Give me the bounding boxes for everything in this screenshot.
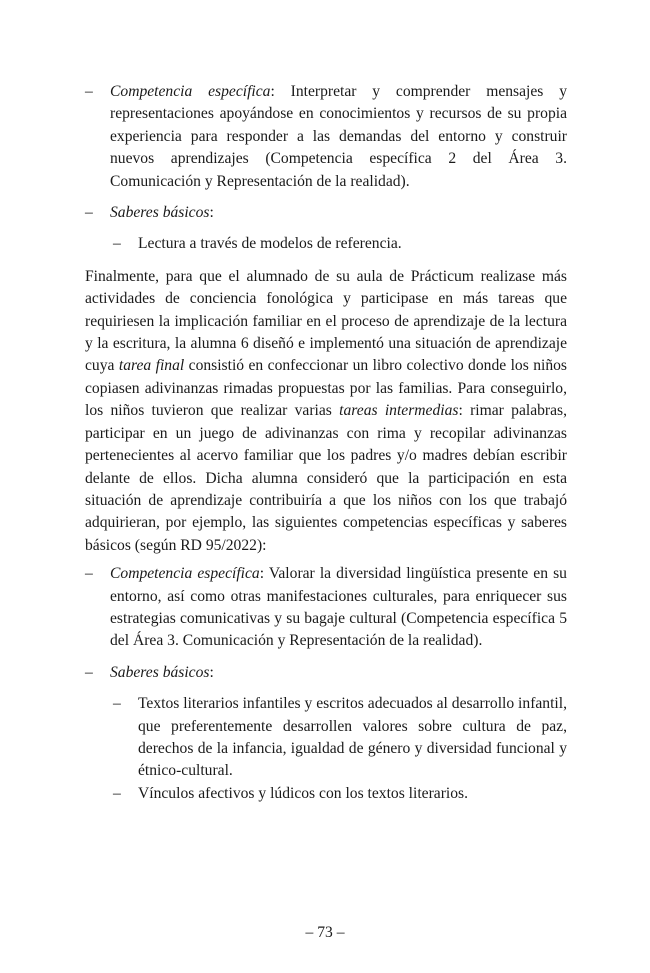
item-label: Saberes básicos [110,663,210,681]
paragraph-emphasis: tarea final [118,357,185,375]
sub-list-item [85,783,567,805]
paragraph-text: Finalmente, para que el alumnado de su aula de Prácticum realizase más actividades de conciencia fonológica y participase en más tareas que requiriesen la implicación familiar en el proceso de aprendizaje de la lectura y la escritura, la alumna 6 diseñó e implementó una situación de aprendizaje cuya [85,267,567,375]
item-label: Competencia específica [110,565,260,583]
sub-list-item [85,693,567,783]
paragraph-emphasis: tareas intermedias [339,402,459,420]
dash-bullet: – [85,663,93,681]
list-item-saberes-1 [85,202,567,224]
item-label: Competencia específica [110,83,271,100]
item-text: : [209,663,214,681]
list-item-saberes-2 [85,662,567,684]
item-text: : Interpretar y comprender mensajes y representaciones apoyándose en conocimientos y recursos de su propia experiencia para responder a las demandas del entorno y construir nuevos aprendizajes (Competencia específica 2 del Área 3. Comunicación y Representación de la realidad). [110,83,567,190]
sub-item-text: Vínculos afectivos y lúdicos con los textos literarios. [138,784,469,802]
dash-bullet: – [113,695,121,713]
dash-bullet: – [85,204,93,222]
dash-bullet: – [85,565,93,583]
dash-bullet: – [85,83,93,100]
item-text: : Valorar la diversidad lingüística presente en su entorno, así como otras manifestaciones culturales, para enriquecer sus estrategias comunicativas y su bagaje cultural (Competencia específica 5 del Área 3. Comunicación y Representación de la realidad). [110,565,567,650]
item-label: Saberes básicos [110,204,210,222]
dash-bullet: – [113,235,121,253]
page-number: – 73 – [305,924,345,941]
item-text: : [209,204,214,222]
sub-item-text: Lectura a través de modelos de referencia. [138,235,402,253]
paragraph-text: consistió en confeccionar un libro colectivo donde los niños copiasen adivinanzas rimadas propuestas por las familias. Para conseguirlo, los niños tuvieron que realizar varias [85,357,567,420]
dash-bullet: – [113,784,121,802]
list-item-competencia-2 [85,81,567,193]
sub-item-text: Textos literarios infantiles y escritos adecuados al desarrollo infantil, que preferentemente desarrollen valores sobre cultura de paz, derechos de la infancia, igualdad de género y diversidad funcional y étnico-cultural. [138,695,567,780]
paragraph-text: : rimar palabras, participar en un juego de adivinanzas con rima y recopilar adivinanzas pertenecientes al acervo familiar que los padres y/o madres debían escribir delante de ellos. Dicha alumna consideró que la participación en esta situación de aprendizaje contribuiría a que los niños con los que trabajó adquirieran, por ejemplo, las siguientes competencias específicas y saberes básicos (según RD 95/2022): [85,402,568,554]
sub-list-item [85,233,567,255]
page-body [85,81,567,805]
list-item-competencia-5 [85,563,567,653]
body-paragraph [85,266,567,557]
